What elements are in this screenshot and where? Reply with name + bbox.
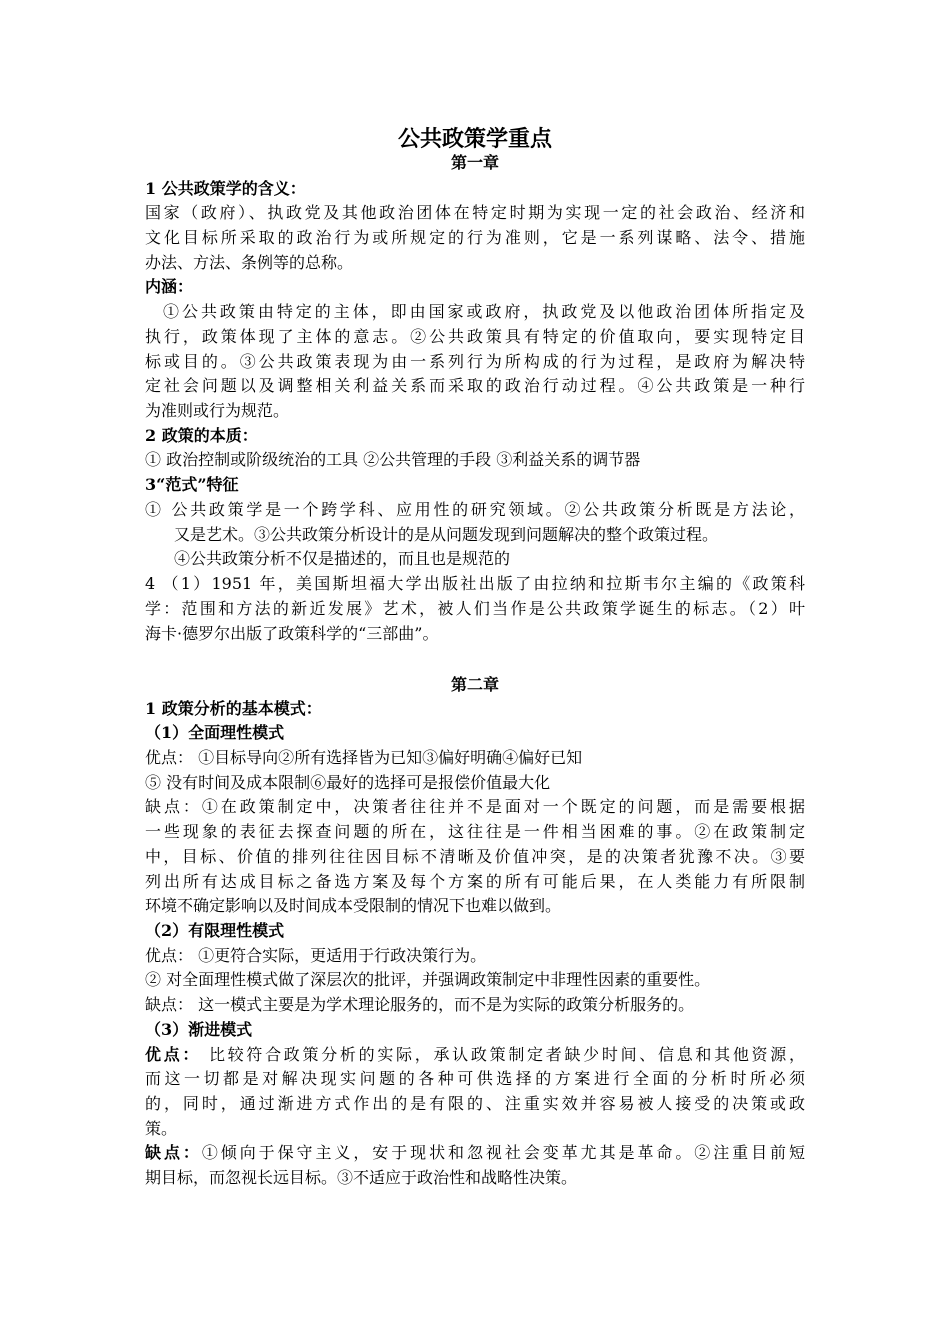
paragraph-line: 的，同时，通过渐进方式作出的是有限的、注重实效并容易被人接受的决策或政 xyxy=(145,1094,805,1113)
paragraph-line: 4 （1）1951 年，美国斯坦福大学出版社出版了由拉纳和拉斯韦尔主编的《政策科 xyxy=(145,574,805,593)
chapter-two-heading: 第二章 xyxy=(450,675,499,694)
paragraph-line: 为准则或行为规范。 xyxy=(145,401,290,420)
paragraph-line: ①公共政策由特定的主体，即由国家或政府，执政党及以他政治团体所指定及 xyxy=(163,302,805,321)
paragraph-line: 执行，政策体现了主体的意志。②公共政策具有特定的价值取向，要实现特定目 xyxy=(145,327,805,346)
paragraph-line: ④公共政策分析不仅是描述的，而且也是规范的 xyxy=(174,549,511,568)
paragraph-line: 国家（政府）、执政党及其他政治团体在特定时期为实现一定的社会政治、经济和 xyxy=(145,203,805,222)
paragraph-line: ⑤ 没有时间及成本限制⑥最好的选择可是报偿价值最大化 xyxy=(145,773,551,792)
section-heading-essence: 2 政策的本质： xyxy=(145,426,258,445)
pros-label: 优点： xyxy=(145,1045,202,1064)
subsection-heading-bounded: （2）有限理性模式 xyxy=(145,921,285,940)
paragraph-line: 中，目标、价值的排列往往因目标不清晰及价值冲突，是的决策者犹豫不决。③要 xyxy=(145,847,805,866)
paragraph-line xyxy=(145,1043,805,1067)
paragraph-line: 缺点：①在政策制定中，决策者往往并不是面对一个既定的问题，而是需要根据 xyxy=(145,797,805,816)
section-heading-meaning: 1 公共政策学的含义： xyxy=(145,179,306,198)
paragraph-line: 海卡·德罗尔出版了政策科学的“三部曲”。 xyxy=(145,624,439,643)
paragraph-line: 缺点： 这一模式主要是为学术理论服务的，而不是为实际的政策分析服务的。 xyxy=(145,995,695,1014)
paragraph-line: 办法、方法、条例等的总称。 xyxy=(145,253,354,272)
section-heading-connotation: 内涵： xyxy=(145,277,194,296)
pros-text: 比较符合政策分析的实际，承认政策制定者缺少时间、信息和其他资源， xyxy=(201,1045,805,1064)
paragraph-line: 期目标，而忽视长远目标。③不适应于政治性和战略性决策。 xyxy=(145,1168,578,1187)
paragraph-line: 标或目的。③公共政策表现为由一系列行为所构成的行为过程，是政府为解决特 xyxy=(145,352,805,371)
paragraph-line: 定社会问题以及调整相关利益关系而采取的政治行动过程。④公共政策是一种行 xyxy=(145,376,805,395)
paragraph-line: 环境不确定影响以及时间成本受限制的情况下也难以做到。 xyxy=(145,896,562,915)
cons-text: ①倾向于保守主义，安于现状和忽视社会变革尤其是革命。②注重目前短 xyxy=(201,1143,805,1162)
section-heading-models: 1 政策分析的基本模式： xyxy=(145,699,322,718)
paragraph-line: 列出所有达成目标之备选方案及每个方案的所有可能后果，在人类能力有所限制 xyxy=(145,872,805,891)
paragraph-line: 学：范围和方法的新近发展》艺术，被人们当作是公共政策学诞生的标志。（2）叶 xyxy=(145,599,805,618)
chapter-one-heading: 第一章 xyxy=(450,153,499,172)
subsection-heading-rational: （1）全面理性模式 xyxy=(145,723,285,742)
subsection-heading-incremental: （3）渐进模式 xyxy=(145,1020,253,1039)
paragraph-line: 又是艺术。③公共政策分析设计的是从问题发现到问题解决的整个政策过程。 xyxy=(174,525,719,544)
paragraph-line: 优点： ①更符合实际，更适用于行政决策行为。 xyxy=(145,946,487,965)
paragraph-line: ② 对全面理性模式做了深层次的批评，并强调政策制定中非理性因素的重要性。 xyxy=(145,970,711,989)
paragraph-line: 一些现象的表征去探查问题的所在，这往往是一件相当困难的事。②在政策制定 xyxy=(145,822,805,841)
paragraph-line: 而这一切都是对解决现实问题的各种可供选择的方案进行全面的分析时所必须 xyxy=(145,1069,805,1088)
cons-label: 缺点： xyxy=(145,1143,202,1162)
section-heading-paradigm: 3“范式”特征 xyxy=(145,475,239,494)
document-title: 公共政策学重点 xyxy=(397,126,552,152)
paragraph-line: ① 政治控制或阶级统治的工具 ②公共管理的手段 ③利益关系的调节器 xyxy=(145,450,641,469)
paragraph-line: 文化目标所采取的政治行为或所规定的行为准则，它是一系列谋略、法令、措施 xyxy=(145,228,805,247)
paragraph-line: ① 公共政策学是一个跨学科、应用性的研究领域。②公共政策分析既是方法论， xyxy=(145,500,805,519)
paragraph-line: 策。 xyxy=(145,1119,178,1138)
paragraph-line: 优点： ①目标导向②所有选择皆为已知③偏好明确④偏好已知 xyxy=(145,748,583,767)
paragraph-line xyxy=(145,1141,805,1165)
